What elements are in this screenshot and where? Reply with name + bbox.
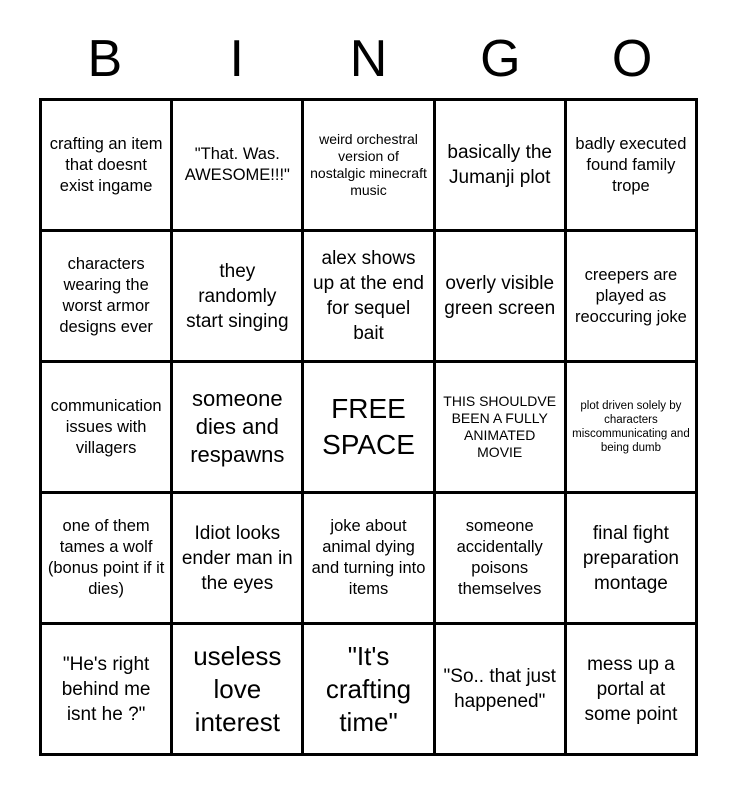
bingo-cell[interactable] — [436, 625, 567, 756]
bingo-cell[interactable] — [436, 363, 567, 494]
bingo-cell[interactable] — [173, 101, 304, 232]
bingo-cell-text: one of them tames a wolf (bonus point if it dies) — [47, 517, 165, 598]
bingo-cell-text: basically the Jumanji plot — [447, 142, 552, 188]
header-letter-i: I — [229, 30, 244, 88]
bingo-cell[interactable] — [173, 625, 304, 756]
bingo-cell-text: alex shows up at the end for sequel bait — [313, 248, 424, 344]
bingo-cell-text: final fight preparation montage — [582, 522, 679, 594]
bingo-cell-text: FREE SPACE — [322, 393, 415, 460]
bingo-cell[interactable] — [42, 363, 173, 494]
bingo-cell[interactable] — [304, 232, 435, 363]
bingo-cell[interactable] — [567, 494, 698, 625]
bingo-cell-text: useless love interest — [193, 640, 282, 737]
bingo-cell-text: plot driven solely by characters miscommunicating and being dumb — [572, 400, 690, 454]
bingo-cell-text: mess up a portal at some point — [584, 653, 678, 725]
bingo-cell[interactable] — [436, 101, 567, 232]
bingo-row — [42, 363, 698, 494]
bingo-cell[interactable] — [567, 232, 698, 363]
bingo-row — [42, 101, 698, 232]
bingo-cell[interactable] — [42, 494, 173, 625]
bingo-cell-text: characters wearing the worst armor designs ever — [59, 255, 153, 336]
bingo-cell[interactable] — [304, 494, 435, 625]
bingo-cell[interactable] — [304, 101, 435, 232]
bingo-grid — [39, 98, 698, 756]
bingo-cell[interactable] — [567, 625, 698, 756]
bingo-cell[interactable] — [436, 232, 567, 363]
bingo-cell-text: weird orchestral version of nostalgic minecraft music — [310, 131, 427, 198]
bingo-cell-text: Idiot looks ender man in the eyes — [181, 522, 293, 594]
bingo-cell[interactable] — [42, 101, 173, 232]
bingo-row — [42, 494, 698, 625]
header-letter-g: G — [480, 30, 521, 88]
bingo-cell-text: they randomly start singing — [186, 260, 289, 332]
bingo-cell[interactable] — [42, 232, 173, 363]
header-letter-b: B — [87, 30, 123, 88]
header-letter-o: O — [611, 30, 653, 88]
bingo-cell-text: THIS SHOULDVE BEEN A FULLY ANIMATED MOVIE — [443, 393, 557, 460]
bingo-cell-text: crafting an item that doesnt exist ingame — [49, 134, 163, 195]
bingo-cell-text: "That. Was. AWESOME!!!" — [184, 145, 290, 184]
bingo-cell-text: badly executed found family trope — [575, 134, 687, 195]
bingo-cell-text: overly visible green screen — [444, 273, 556, 319]
header-letter-n: N — [349, 30, 388, 88]
bingo-cell-text: someone dies and respawns — [190, 386, 285, 467]
bingo-cell[interactable] — [304, 625, 435, 756]
bingo-cell-text: communication issues with villagers — [50, 396, 162, 457]
bingo-cell-text: creepers are played as reoccuring joke — [574, 265, 687, 326]
bingo-cell-text: "It's crafting time" — [325, 640, 412, 737]
bingo-cell-text: joke about animal dying and turning into items — [311, 517, 426, 598]
bingo-row — [42, 232, 698, 363]
bingo-cell[interactable] — [173, 363, 304, 494]
bingo-cell-text: "So.. that just happened" — [443, 666, 556, 712]
bingo-cell-text: someone accidentally poisons themselves — [456, 517, 543, 598]
bingo-cell[interactable] — [173, 232, 304, 363]
bingo-cell[interactable] — [567, 363, 698, 494]
bingo-cell-free-space[interactable] — [304, 363, 435, 494]
bingo-header — [39, 20, 698, 98]
bingo-cell[interactable] — [42, 625, 173, 756]
bingo-cell[interactable] — [567, 101, 698, 232]
bingo-row — [42, 625, 698, 756]
bingo-cell-text: "He's right behind me isnt he ?" — [61, 653, 151, 725]
bingo-cell[interactable] — [173, 494, 304, 625]
bingo-cell[interactable] — [436, 494, 567, 625]
